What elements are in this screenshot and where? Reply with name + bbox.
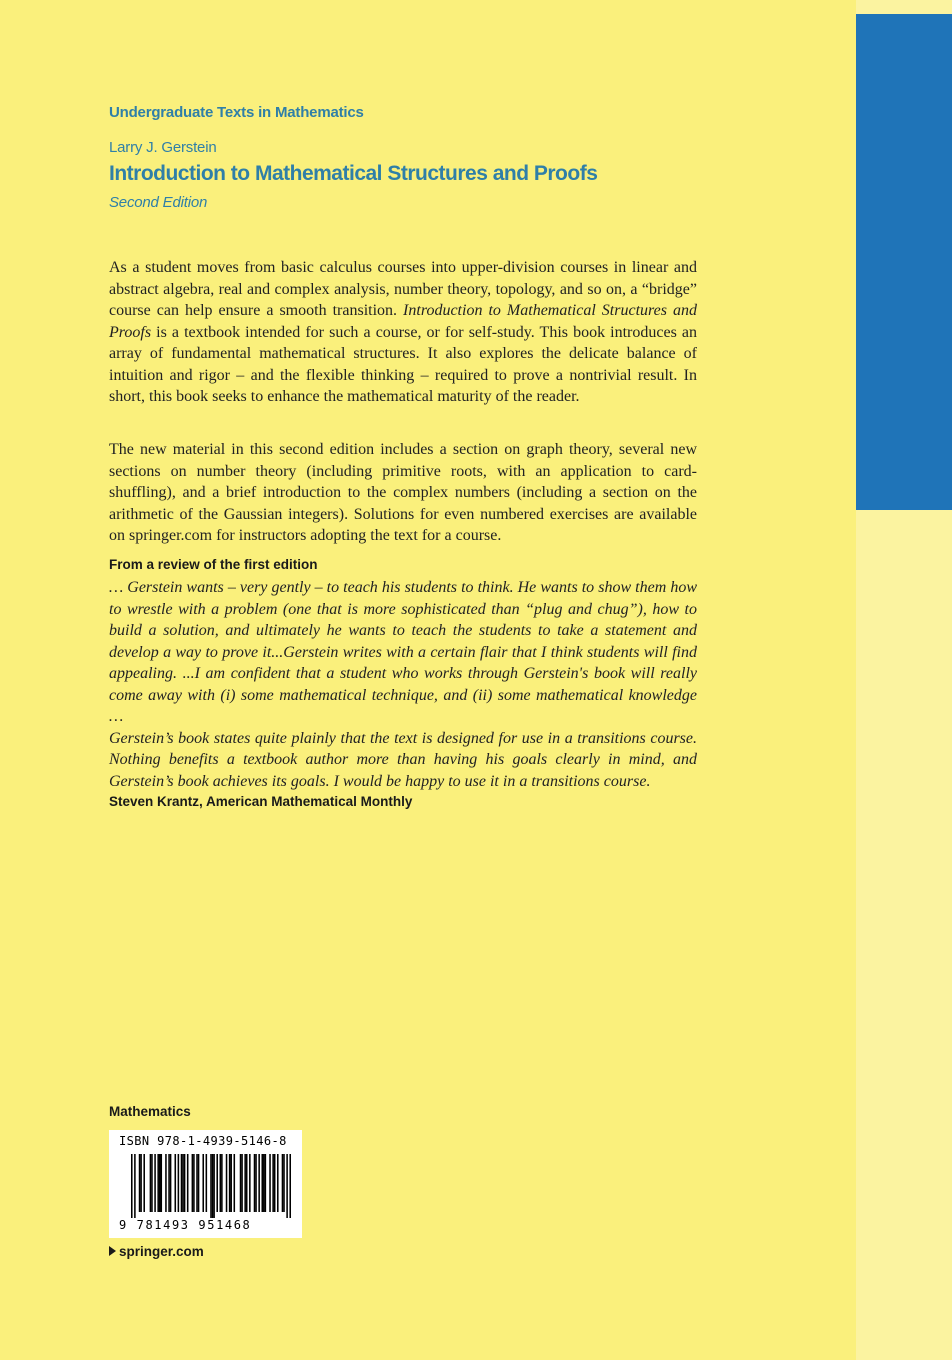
- arrow-right-icon: [109, 1246, 116, 1256]
- barcode-bar: [198, 1154, 200, 1212]
- barcode-bar: [255, 1154, 257, 1212]
- author-name: Larry J. Gerstein: [109, 139, 217, 156]
- barcode-bar: [154, 1154, 156, 1212]
- barcode-bar: [283, 1154, 285, 1212]
- description-text-start: As a student moves from basic calculus courses into upper-division courses in linear and abstract algebra, real and complex analysis, number theory, topology, and so on, a “bridge” course can help ensure a smooth transition.: [109, 259, 697, 319]
- barcode-bar: [226, 1154, 228, 1212]
- barcode-bar: [151, 1154, 153, 1212]
- barcode-bar: [249, 1154, 251, 1212]
- barcode-bar: [244, 1154, 246, 1212]
- barcode-bar: [274, 1154, 276, 1212]
- barcode-bar: [175, 1154, 177, 1212]
- barcode-bar: [143, 1154, 145, 1212]
- barcode-bar: [134, 1154, 136, 1218]
- barcode-bar: [272, 1154, 274, 1212]
- barcode-bar: [277, 1154, 279, 1212]
- review-quote-part-1: … Gerstein wants – very gently – to teach his students to think. He wants to show them how to wrestle with a problem (one that is more sophisticated than “plug and chug”), how to build a solution, and ultimately he wants to teach the students to take a statement and develop a way to prove it...Gerstein writes with a certain flair that I think students will find appealing. ...I am confident that a student who works through Gerstein's book will really come away with (i) some mathematical technique, and (ii) some mathematical knowledge …: [109, 579, 697, 725]
- spine-top-band: [856, 0, 952, 14]
- barcode-bar: [159, 1154, 161, 1212]
- barcode-bar: [131, 1154, 133, 1218]
- description-paragraph-1: [109, 257, 697, 408]
- barcode-bar: [139, 1154, 141, 1212]
- barcode-bar: [286, 1154, 288, 1218]
- barcode-bar: [240, 1154, 242, 1212]
- barcode-bar: [170, 1154, 172, 1212]
- barcode: [109, 1130, 302, 1238]
- barcode-bar: [184, 1154, 186, 1212]
- description-text-end: is a textbook intended for such a course, or for self-study. This book introduces an array of fundamental mathematical structures. It also explores the delicate balance of intuition and rigor – and the flexible thinking – required to prove a nontrivial result. In short, this book seeks to enhance the mathematical maturity of the reader.: [109, 323, 697, 405]
- barcode-bar: [157, 1154, 159, 1212]
- barcode-bar: [150, 1154, 152, 1212]
- barcode-bar: [230, 1154, 232, 1212]
- barcode-bar: [213, 1154, 215, 1218]
- barcode-digits: 9 781493 951468: [119, 1218, 252, 1232]
- barcode-bar: [206, 1154, 208, 1212]
- barcode-bar: [289, 1154, 291, 1218]
- barcode-bar: [261, 1154, 263, 1212]
- barcode-bar: [187, 1154, 189, 1212]
- barcode-bar: [165, 1154, 167, 1212]
- barcode-bar: [193, 1154, 195, 1212]
- spine-blue-band: [856, 14, 952, 510]
- review-quote: [109, 577, 697, 792]
- series-title: Undergraduate Texts in Mathematics: [109, 104, 364, 121]
- barcode-bar: [181, 1154, 183, 1212]
- website-label: springer.com: [119, 1244, 204, 1259]
- barcode-bar: [210, 1154, 212, 1218]
- barcode-bar: [192, 1154, 194, 1212]
- review-quote-part-2: Gerstein’s book states quite plainly that the text is designed for use in a transitions course. Nothing benefits a textbook author more than having his goals clearly in mind, and Gerstein’s book achieves its goals. I would be happy to use it in a transitions course.: [109, 729, 697, 790]
- barcode-bar: [182, 1154, 184, 1212]
- barcode-bar: [178, 1154, 180, 1212]
- barcode-bar: [265, 1154, 267, 1212]
- isbn-label: ISBN 978-1-4939-5146-8: [119, 1134, 287, 1148]
- barcode-bar: [161, 1154, 163, 1212]
- barcode-bar: [216, 1154, 218, 1212]
- barcode-bar: [229, 1154, 231, 1212]
- reviewer-credit: Steven Krantz, American Mathematical Monthly: [109, 794, 413, 809]
- barcode-bar: [263, 1154, 265, 1212]
- barcode-bar: [140, 1154, 142, 1212]
- barcode-bar: [269, 1154, 271, 1212]
- barcode-bar: [168, 1154, 170, 1212]
- barcode-bar: [202, 1154, 204, 1212]
- barcode-bar: [220, 1154, 222, 1212]
- barcode-bar: [241, 1154, 243, 1212]
- barcode-bars: [131, 1154, 291, 1218]
- barcode-bar: [196, 1154, 198, 1212]
- subject-category: Mathematics: [109, 1104, 191, 1119]
- description-title-italic: Introduction to Mathematical Structures and Proofs: [109, 302, 698, 341]
- barcode-bar: [246, 1154, 248, 1212]
- barcode-bar: [234, 1154, 236, 1212]
- barcode-bar: [254, 1154, 256, 1212]
- spine-bottom-band: [856, 510, 952, 1360]
- barcode-bar: [282, 1154, 284, 1212]
- edition-label: Second Edition: [109, 194, 208, 211]
- website-link[interactable]: [109, 1244, 204, 1259]
- barcode-bar: [212, 1154, 214, 1218]
- book-title: Introduction to Mathematical Structures and Proofs: [109, 162, 598, 185]
- review-heading: From a review of the first edition: [109, 557, 318, 572]
- description-paragraph-2: The new material in this second edition includes a section on graph theory, several new sections on number theory (including primitive roots, with an application to card-shuffling), and a brief introduction to the complex numbers (including a section on the arithmetic of the Gaussian integers). Solutions for even numbered exercises are available on springer.com for instructors adopting the text for a course.: [109, 441, 697, 544]
- barcode-bar: [258, 1154, 260, 1212]
- barcode-bar: [221, 1154, 223, 1212]
